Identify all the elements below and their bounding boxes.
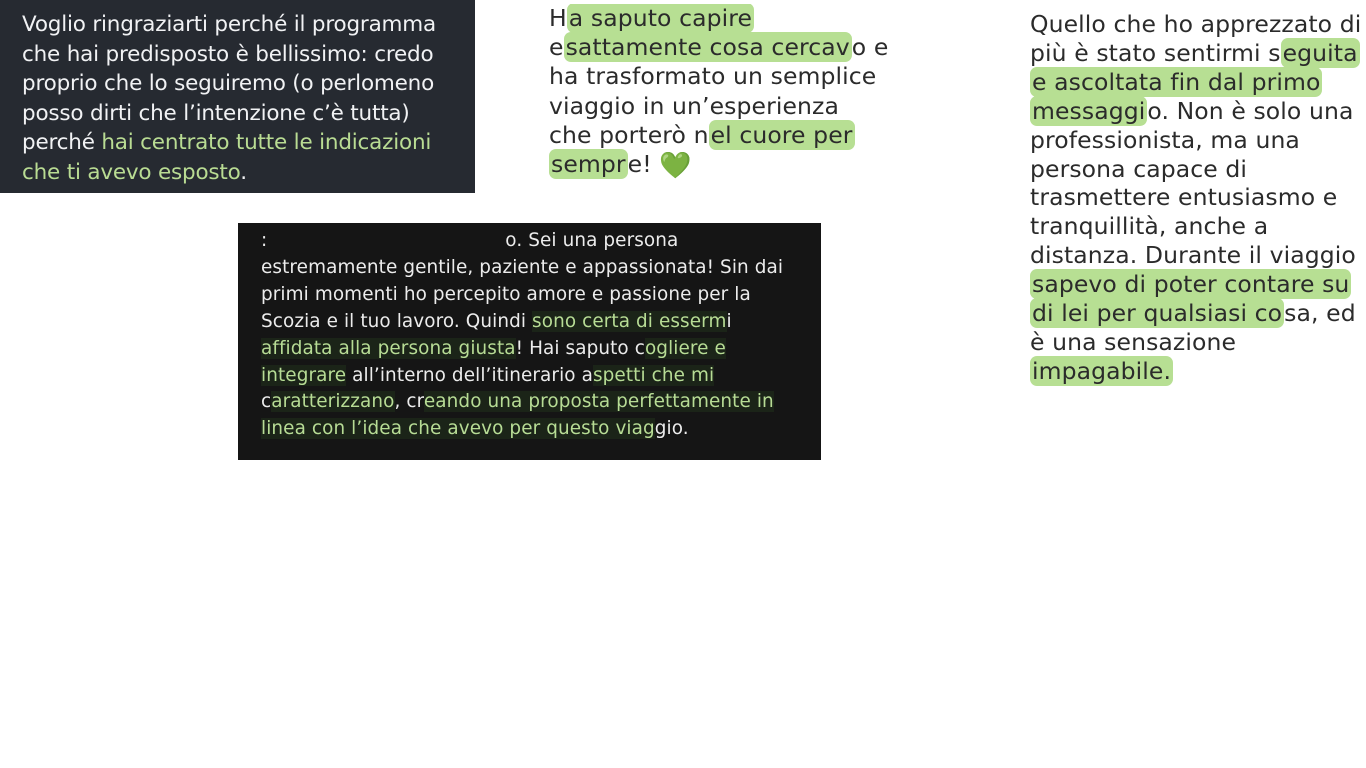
review-4-text: c xyxy=(261,391,272,413)
review-2-text: o e ha trasformato un semplice viaggio in un’esperienza che porterò n xyxy=(549,33,889,149)
review-4-highlight: spetti che mi xyxy=(592,364,715,386)
review-4-highlight: sono certa di esserm xyxy=(532,310,727,332)
review-4-cut-end: o. xyxy=(505,230,523,251)
review-card-2 xyxy=(549,4,889,189)
review-3-text: sa, ed è una sensazione xyxy=(1030,299,1356,356)
review-2-highlight: el cuore per sempr xyxy=(551,120,853,179)
review-1-text: Voglio ringraziarti perché il programma che hai predisposto è bellissimo: credo proprio che lo seguiremo (o perlomeno posso dirti che l’intenzione c’è tutta) perché xyxy=(22,12,437,156)
review-4-text: i xyxy=(726,310,732,332)
review-card-3 xyxy=(1030,10,1366,390)
review-2-highlight: a saputo capire xyxy=(568,4,753,32)
review-3-highlight: sapevo di poter contare su di lei per qualsiasi co xyxy=(1032,270,1350,328)
review-card-4 xyxy=(238,223,821,460)
review-2-text: e! xyxy=(627,150,660,179)
review-4-text: gio. xyxy=(654,418,689,440)
review-4-text: ! Hai saputo c xyxy=(515,337,645,359)
review-3-text: o. Non è solo una professionista, ma una persona capace di trasmettere entusiasmo e tranquillità, anche a distanza. Durante il viaggio xyxy=(1030,96,1356,270)
review-4-text: , cr xyxy=(394,391,424,413)
review-1-highlight: hai centrato tutte le indicazioni che ti avevo esposto xyxy=(22,130,432,185)
review-2-text: H xyxy=(549,4,567,32)
review-2-highlight: sattamente cosa cercav xyxy=(565,33,850,62)
review-4-text: all’interno dell’itinerario a xyxy=(346,364,593,386)
review-3-highlight: impagabile. xyxy=(1032,356,1172,385)
review-4-highlight: affidata alla persona giusta xyxy=(261,337,516,359)
green-heart-icon: 💚 xyxy=(659,151,692,182)
review-3-text: Quello che ho apprezzato di più è stato sentirmi s xyxy=(1030,10,1362,67)
review-4-cut-start: : xyxy=(261,230,268,251)
review-4-cropped-line xyxy=(261,230,522,251)
review-4-text: Sei una persona estremamente gentile, paziente e appassionata! Sin dai primi momenti ho percepito amore e passione per la Scozia e il tuo lavoro. Quindi xyxy=(261,230,784,332)
review-4-highlight: eando una proposta perfettamente in linea con l’idea che avevo per questo viag xyxy=(261,391,774,440)
review-4-highlight: aratterizzano xyxy=(271,391,395,413)
review-2-text: e xyxy=(549,33,564,62)
review-card-1 xyxy=(0,0,475,193)
review-3-highlight: eguita e ascoltata fin dal primo messaggi xyxy=(1032,38,1358,125)
review-4-highlight: ogliere e integrare xyxy=(261,337,726,386)
review-1-text-end: . xyxy=(240,159,247,185)
